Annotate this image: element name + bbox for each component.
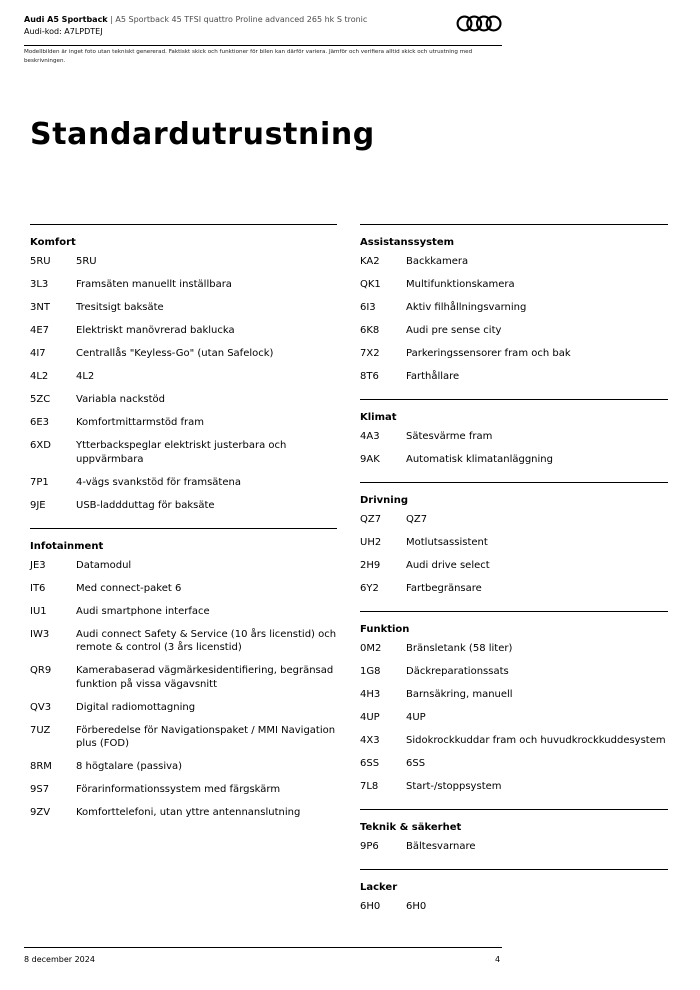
equipment-item (30, 393, 337, 407)
equipment-item (30, 370, 337, 384)
equipment-item (30, 783, 337, 797)
equipment-description: Framsäten manuellt inställbara (76, 279, 232, 290)
equipment-description: 6SS (406, 758, 426, 769)
equipment-item (30, 301, 337, 315)
header-divider (24, 45, 502, 46)
document-header (24, 14, 502, 38)
equipment-description: Komforttelefoni, utan yttre antennanslutning (76, 807, 301, 818)
equipment-item (360, 688, 668, 702)
section-assistanssystem (360, 224, 668, 399)
equipment-item (360, 255, 668, 269)
section-title: Infotainment (30, 540, 104, 552)
equipment-item (360, 278, 668, 292)
equipment-description: Kamerabaserad vägmärkesidentifiering, begränsad funktion på vissa vägavsnitt (76, 665, 334, 690)
equipment-item (30, 605, 337, 619)
equipment-code: 0M2 (360, 643, 382, 654)
equipment-code: 4I7 (30, 348, 46, 359)
equipment-item (360, 370, 668, 384)
footer-date: 8 december 2024 (24, 955, 95, 964)
header-brand: Audi A5 Sportback (24, 15, 108, 24)
equipment-description: Däckreparationssats (406, 666, 509, 677)
equipment-code: 9AK (360, 454, 380, 465)
equipment-code: 6XD (30, 440, 51, 451)
footer-divider (24, 947, 502, 948)
equipment-item (30, 439, 337, 466)
equipment-description: 4L2 (76, 371, 95, 382)
equipment-code: IT6 (30, 582, 46, 594)
equipment-description: Audi drive select (406, 560, 490, 571)
equipment-code: 4A3 (360, 431, 380, 442)
equipment-item (30, 324, 337, 338)
section-funktion (360, 611, 668, 809)
equipment-code: 6I3 (360, 302, 376, 313)
audi-rings-logo-icon (456, 15, 502, 32)
equipment-code: 3NT (30, 302, 50, 313)
equipment-item (30, 559, 337, 573)
equipment-item (30, 628, 337, 655)
equipment-description: Med connect-paket 6 (76, 582, 182, 594)
equipment-item (360, 711, 668, 725)
section-title: Klimat (360, 412, 397, 423)
header-title-line (24, 14, 502, 26)
equipment-description: USB-laddduttag för baksäte (76, 499, 215, 511)
equipment-description: 4UP (406, 712, 426, 723)
equipment-item (360, 430, 668, 444)
equipment-item (30, 760, 337, 774)
equipment-item (30, 347, 337, 361)
equipment-item (30, 416, 337, 430)
equipment-code: 4X3 (360, 735, 380, 746)
equipment-code: 8RM (30, 761, 52, 772)
equipment-item (30, 582, 337, 596)
equipment-description: Farthållare (406, 371, 460, 382)
equipment-code: QV3 (30, 701, 52, 713)
equipment-code: 8T6 (360, 371, 379, 382)
header-separator: | (110, 15, 113, 24)
equipment-code: 7UZ (30, 724, 51, 736)
equipment-description: Audi connect Safety & Service (10 års licenstid) och remote & control (3 års licenstid) (76, 628, 337, 653)
equipment-item (360, 757, 668, 771)
equipment-column-right (360, 224, 668, 929)
section-title: Teknik & säkerhet (360, 822, 462, 833)
equipment-description: Variabla nackstöd (76, 394, 165, 405)
equipment-item (30, 701, 337, 715)
equipment-code: 6Y2 (360, 583, 379, 594)
equipment-item (360, 780, 668, 794)
equipment-code: 7X2 (360, 348, 380, 359)
equipment-item (30, 278, 337, 292)
equipment-code: 7P1 (30, 476, 49, 488)
equipment-item (30, 255, 337, 269)
equipment-description: Sidokrockkuddar fram och huvudkrockkuddesystem (406, 735, 666, 746)
equipment-code: 6E3 (30, 417, 50, 428)
equipment-code: IU1 (30, 605, 47, 617)
equipment-description: Centrallås "Keyless-Go" (utan Safelock) (76, 348, 274, 359)
equipment-description: Aktiv filhållningsvarning (406, 302, 527, 313)
equipment-description: Motlutsassistent (406, 537, 488, 548)
equipment-description: Backkamera (406, 256, 469, 267)
equipment-description: 4-vägs svankstöd för framsätena (76, 476, 241, 488)
equipment-code: KA2 (360, 256, 380, 267)
equipment-code: 7L8 (360, 781, 379, 792)
equipment-description: Datamodul (76, 559, 132, 571)
page-title: Standardutrustning (30, 117, 375, 152)
equipment-item (30, 806, 337, 820)
equipment-item (360, 665, 668, 679)
header-model: A5 Sportback 45 TFSI quattro Proline advanced 265 hk S tronic (115, 15, 368, 24)
footer-page-number: 4 (495, 955, 501, 964)
equipment-code: 9P6 (360, 841, 379, 852)
section-title: Lacker (360, 882, 398, 893)
header-audi-code: Audi-kod: A7LPDTEJ (24, 27, 103, 36)
equipment-code: 6SS (360, 758, 380, 769)
equipment-item (360, 453, 668, 467)
section-klimat (360, 399, 668, 482)
equipment-code: 9S7 (30, 784, 50, 795)
equipment-item (30, 499, 337, 513)
equipment-code: QR9 (30, 665, 52, 676)
equipment-description: Bränsletank (58 liter) (406, 643, 513, 654)
equipment-code: IW3 (30, 628, 50, 640)
equipment-code: 6H0 (360, 901, 381, 912)
section-lacker (360, 869, 668, 929)
equipment-item (360, 840, 668, 854)
equipment-code: 4L2 (30, 371, 49, 382)
equipment-item (360, 582, 668, 596)
equipment-code: QK1 (360, 279, 381, 290)
equipment-item (360, 347, 668, 361)
equipment-item (360, 559, 668, 573)
equipment-description: Audi smartphone interface (76, 605, 210, 617)
equipment-description: Barnsäkring, manuell (406, 689, 513, 700)
equipment-description: Multifunktionskamera (406, 279, 515, 290)
equipment-description: Ytterbackspeglar elektriskt justerbara och uppvärmbara (76, 440, 287, 465)
equipment-item (30, 724, 337, 751)
equipment-item (360, 642, 668, 656)
equipment-description: Förberedelse för Navigationspaket / MMI Navigation plus (FOD) (76, 724, 336, 749)
equipment-item (360, 301, 668, 315)
section-title: Funktion (360, 624, 410, 635)
section-teknik-and-sakerhet (360, 809, 668, 869)
equipment-item (360, 513, 668, 527)
equipment-item (360, 900, 668, 914)
equipment-item (360, 536, 668, 550)
equipment-code: UH2 (360, 537, 382, 548)
equipment-description: Parkeringssensorer fram och bak (406, 348, 571, 359)
equipment-description: Digital radiomottagning (76, 701, 196, 713)
equipment-description: Förarinformationssystem med färgskärm (76, 784, 281, 795)
equipment-column-left (30, 224, 337, 835)
equipment-code: 5ZC (30, 394, 51, 405)
equipment-code: 6K8 (360, 325, 380, 336)
equipment-code: QZ7 (360, 514, 382, 525)
equipment-description: Fartbegränsare (406, 583, 482, 594)
equipment-description: Bältesvarnare (406, 841, 476, 852)
equipment-item (360, 324, 668, 338)
equipment-description: Tresitsigt baksäte (76, 302, 164, 313)
section-infotainment (30, 528, 337, 836)
equipment-description: Automatisk klimatanläggning (406, 454, 553, 465)
equipment-description: 5RU (76, 256, 97, 267)
equipment-code: 4E7 (30, 325, 50, 336)
disclaimer-text: Modellbilden är inget foto utan tekniskt genererad. Faktiskt skick och funktioner för bilen kan därför variera. Jämför och verifiera alltid skick och utrustning med beskrivningen. (24, 49, 473, 64)
equipment-code: JE3 (30, 559, 46, 571)
section-komfort (30, 224, 337, 528)
equipment-description: 6H0 (406, 901, 427, 912)
equipment-description: 8 högtalare (passiva) (76, 761, 183, 772)
section-drivning (360, 482, 668, 611)
section-title: Assistanssystem (360, 237, 455, 248)
equipment-description: Sätesvärme fram (406, 431, 493, 442)
equipment-item (30, 476, 337, 490)
equipment-code: 4UP (360, 712, 380, 723)
section-title: Komfort (30, 237, 76, 248)
equipment-code: 5RU (30, 256, 51, 267)
equipment-description: Komfortmittarmstöd fram (76, 417, 205, 428)
section-title: Drivning (360, 495, 409, 506)
equipment-description: QZ7 (406, 514, 428, 525)
equipment-code: 1G8 (360, 666, 381, 677)
equipment-code: 9ZV (30, 807, 51, 818)
equipment-code: 4H3 (360, 689, 381, 700)
equipment-code: 2H9 (360, 560, 381, 571)
equipment-description: Start-/stoppsystem (406, 781, 502, 792)
equipment-code: 9JE (30, 499, 46, 511)
equipment-item (360, 734, 668, 748)
equipment-code: 3L3 (30, 279, 49, 290)
equipment-description: Audi pre sense city (406, 325, 502, 336)
equipment-item (30, 664, 337, 691)
equipment-description: Elektriskt manövrerad baklucka (76, 325, 235, 336)
